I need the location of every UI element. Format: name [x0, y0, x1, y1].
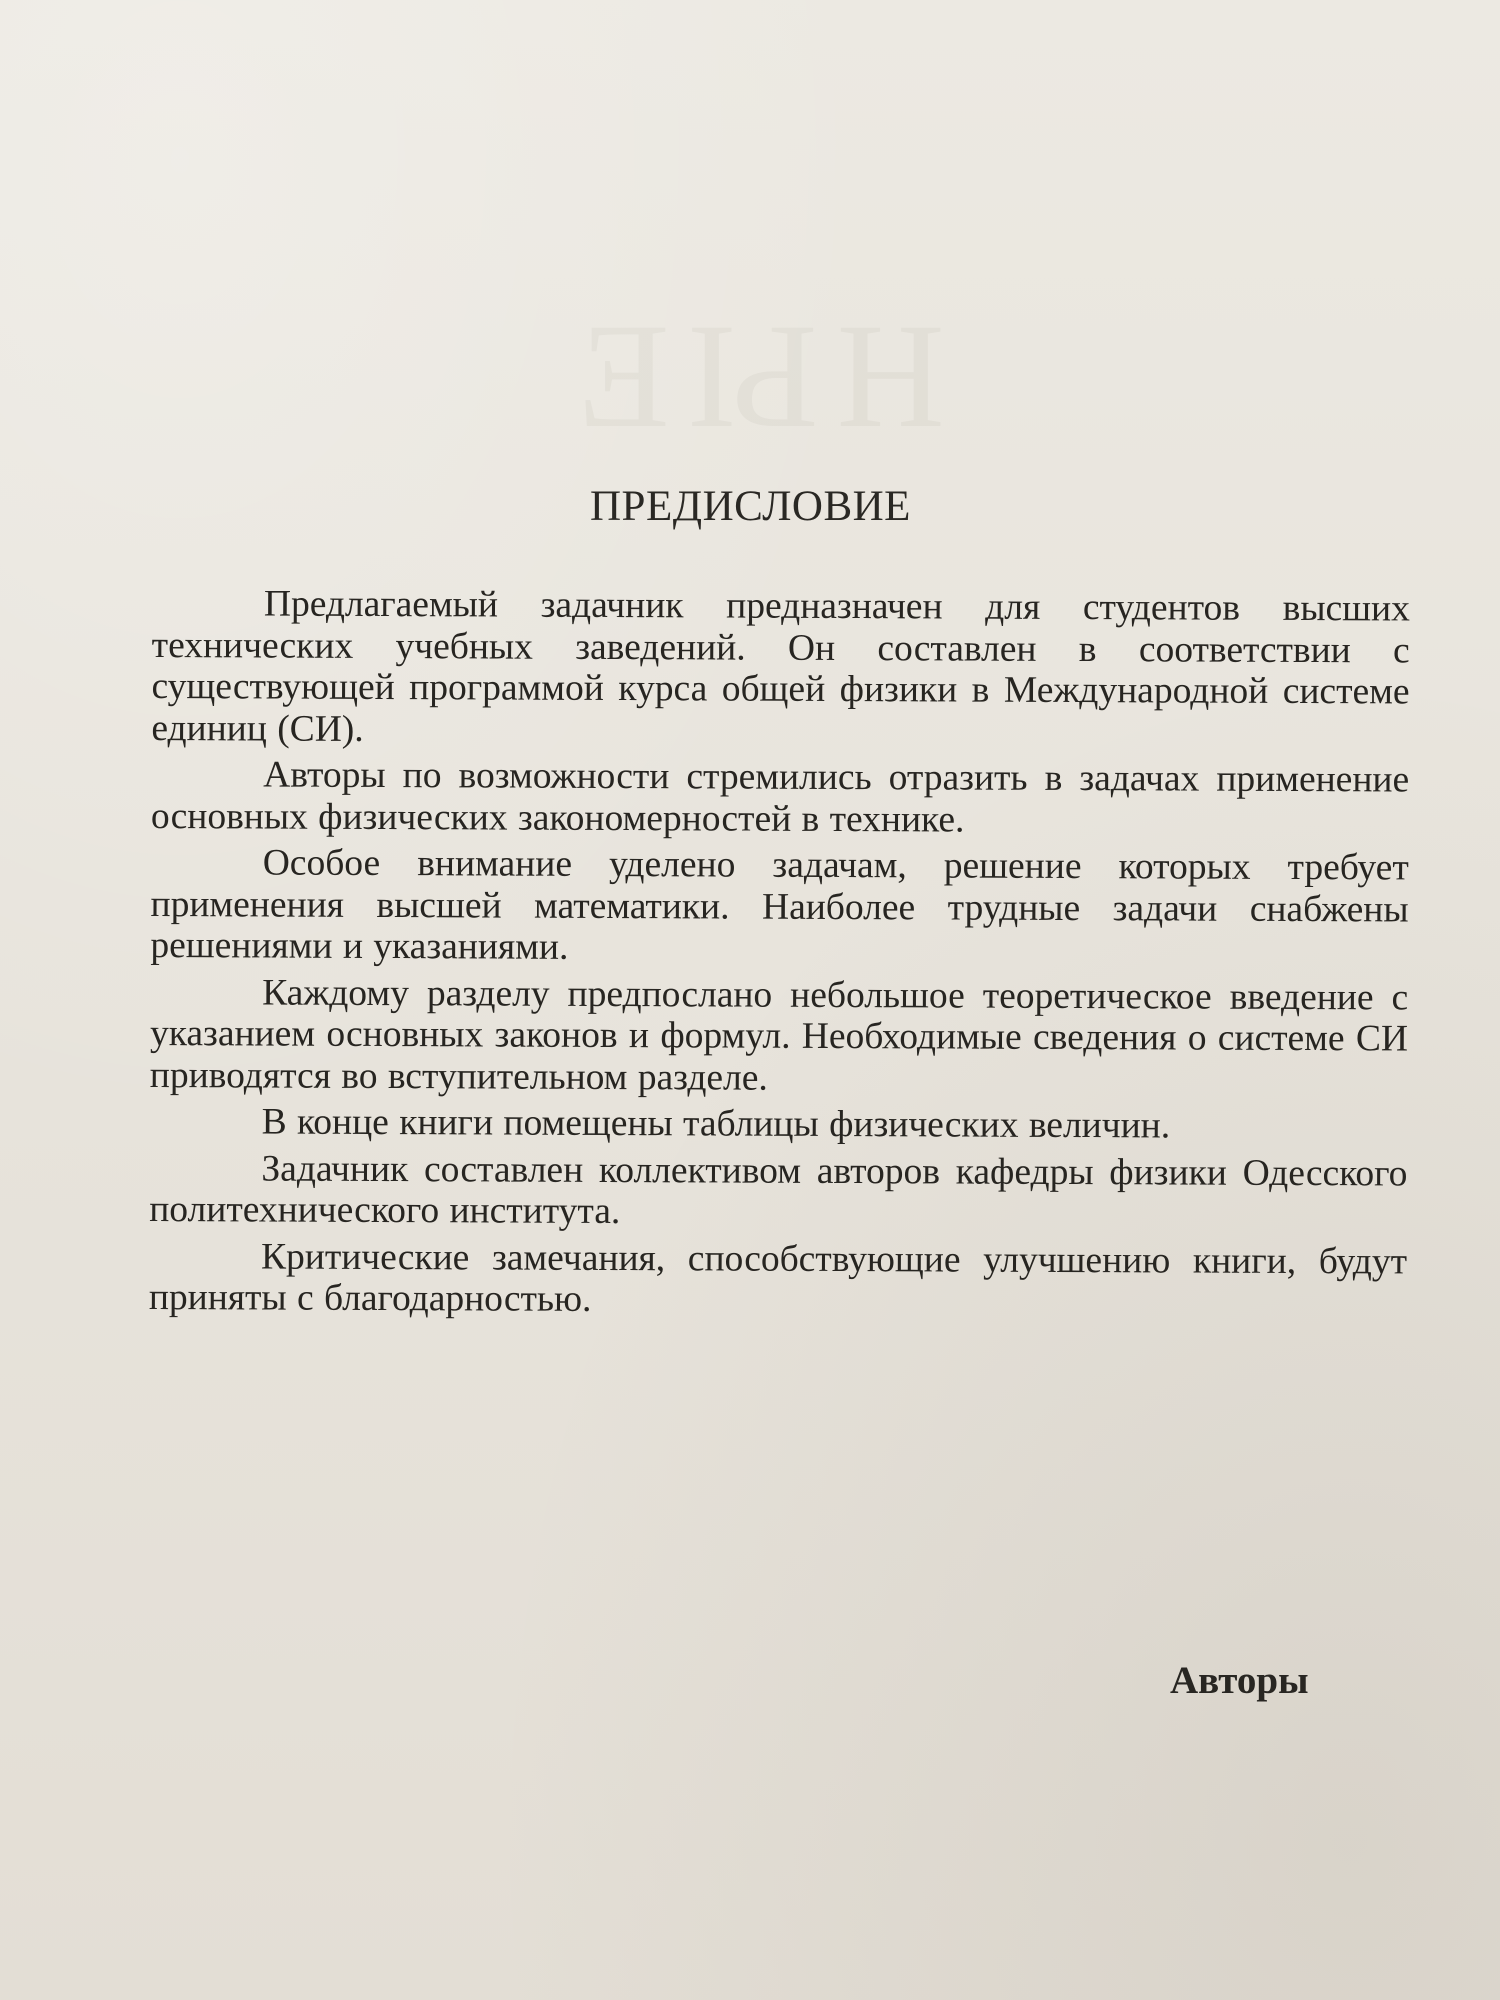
page-title: ПРЕДИСЛОВИЕ: [590, 483, 911, 530]
signature-authors: Авторы: [1170, 1659, 1309, 1702]
paragraph: Авторы по возможности стремились отразить в задачах применение основных физических закономерностей в технике.: [150, 754, 1410, 841]
paragraph: Особое внимание уделено задачам, решение которых требует применения высшей математики. Наиболее трудные задачи снабжены решениями и указаниями.: [150, 842, 1409, 968]
paragraph: Задачник составлен коллективом авторов кафедры физики Одесского политехнического института.: [149, 1147, 1408, 1233]
preface-body: [149, 583, 1410, 1329]
paragraph: В конце книги помещены таблицы физических величин.: [261, 1101, 1171, 1147]
paragraph: Критические замечания, способствующие улучшению книги, будут приняты с благодарностью.: [148, 1235, 1408, 1320]
paragraph: Каждому разделу предпослано небольшое теоретическое введение с указанием основных законов и формул. Необходимые сведения о системе СИ приводятся во вступительном разделе.: [149, 971, 1409, 1099]
paragraph: Предлагаемый задачник предназначен для студентов высших технических учебных заведений. Он составлен в соответствии с существующей программой курса общей физики в Международной системе единиц (СИ).: [151, 583, 1410, 750]
show-through-text: НЫЕ: [560, 293, 945, 459]
